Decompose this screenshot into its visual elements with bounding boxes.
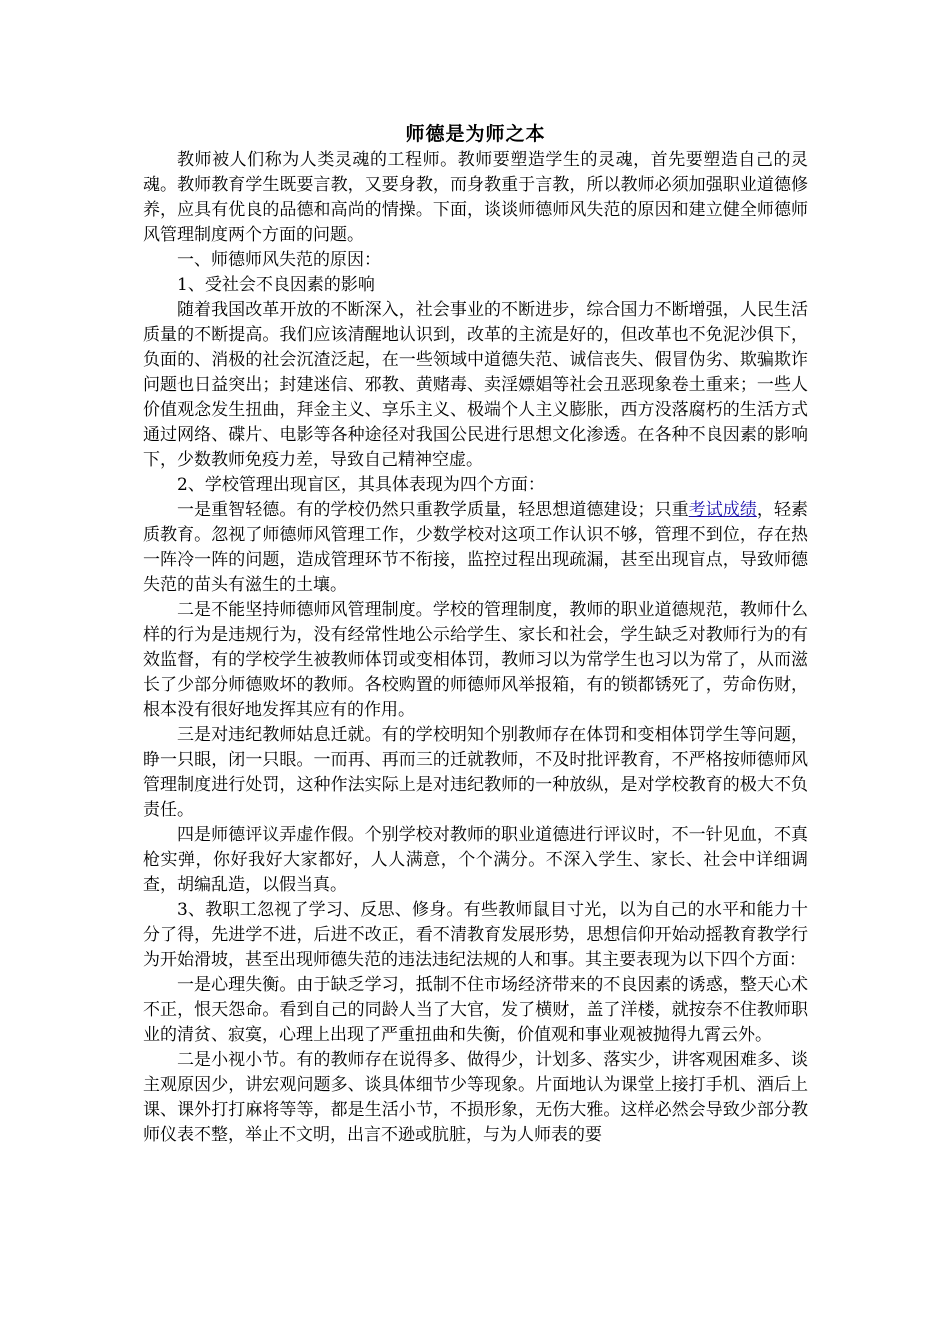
paragraph-social-factors: 随着我国改革开放的不断深入，社会事业的不断进步，综合国力不断增强，人民生活质量的不断提高。我们应该清醒地认识到，改革的主流是好的，但改革也不免泥沙俱下，负面的、消极的社会沉渣泛起，在一些领域中道德失范、诚信丧失、假冒伪劣、欺骗欺诈问题也日益突出；封建迷信、邪教、黄赌毒、卖淫嫖娼等社会丑恶现象卷土重来；一些人价值观念发生扭曲，拜金主义、享乐主义、极端个人主义膨胀，西方没落腐朽的生活方式通过网络、碟片、电影等各种途径对我国公民进行思想文化渗透。在各种不良因素的影响下，少数教师免疫力差，导致自己精神空虚。 [143, 300, 808, 470]
paragraph-point-one-before: 一是重智轻德。有的学校仍然只重教学质量，轻思想道德建设；只重 [177, 500, 689, 520]
paragraph-point-four: 四是师德评议弄虚作假。个别学校对教师的职业道德进行评议时，不一针见血，不真枪实弹，你好我好大家都好，人人满意，个个满分。不深入学生、家长、社会中详细调查，胡编乱造，以假当真。 [143, 825, 808, 895]
document-title: 师德是为师之本 [405, 123, 546, 145]
exam-scores-link[interactable]: 考试成绩 [688, 500, 757, 520]
subheading-school-management: 2、学校管理出现盲区，其具体表现为四个方面： [177, 475, 545, 495]
paragraph-point-two: 二是不能坚持师德师风管理制度。学校的管理制度，教师的职业道德规范，教师什么样的行为是违规行为，没有经常性地公示给学生、家长和社会，学生缺乏对教师行为的有效监督，有的学校学生被教师体罚或变相体罚，教师习以为常学生也习以为常了，从而滋长了少部分师德败坏的教师。各校购置的师德师风举报箱，有的锁都锈死了，劳命伤财，根本没有很好地发挥其应有的作用。 [143, 600, 808, 720]
paragraph-psychological-imbalance: 一是心理失衡。由于缺乏学习，抵制不住市场经济带来的不良因素的诱惑，整天心术不正，恨天怨命。看到自己的同龄人当了大官，发了横财，盖了洋楼，就按奈不住教师职业的清贫、寂寞，心理上出现了严重扭曲和失衡，价值观和事业观被抛得九霄云外。 [143, 975, 808, 1045]
subheading-social-factors: 1、受社会不良因素的影响 [177, 275, 375, 295]
paragraph-point-one-after: ，轻素质教育。忽视了师德师风管理工作，少数学校对这项工作认识不够，管理不到位，存在热一阵冷一阵的问题，造成管理环节不衔接，监控过程出现疏漏，甚至出现盲点，导致师德失范的苗头有滋生的土壤。 [143, 500, 809, 595]
subheading-self-study: 3、教职工忽视了学习、反思、修身。有些教师鼠目寸光，以为自己的水平和能力十分了得，先进学不进，后进不改正，看不清教育发展形势，思想信仰开始动摇教育教学行为开始滑坡，甚至出现师德失范的违法违纪法规的人和事。其主要表现为以下四个方面： [143, 900, 808, 970]
paragraph-minor-details: 二是小视小节。有的教师存在说得多、做得少，计划多、落实少，讲客观困难多、谈主观原因少，讲宏观问题多、谈具体细节少等现象。片面地认为课堂上接打手机、酒后上课、课外打打麻将等等，都是生活小节，不损形象，无伤大雅。这样必然会导致少部分教师仪表不整，举止不文明，出言不逊或肮脏，与为人师表的要 [143, 1050, 808, 1145]
paragraph-intro: 教师被人们称为人类灵魂的工程师。教师要塑造学生的灵魂，首先要塑造自己的灵魂。教师教育学生既要言教，又要身教，而身教重于言教，所以教师必须加强职业道德修养，应具有优良的品德和高尚的情操。下面，谈谈师德师风失范的原因和建立健全师德师风管理制度两个方面的问题。 [143, 150, 808, 245]
paragraph-point-one [143, 498, 808, 598]
section-heading-causes: 一、师德师风失范的原因： [177, 250, 381, 270]
paragraph-point-three: 三是对违纪教师姑息迁就。有的学校明知个别教师存在体罚和变相体罚学生等问题，睁一只眼，闭一只眼。一而再、再而三的迁就教师，不及时批评教育，不严格按师德师风管理制度进行处罚，这种作法实际上是对违纪教师的一种放纵，是对学校教育的极大不负责任。 [143, 725, 808, 820]
document-page [143, 120, 808, 1148]
